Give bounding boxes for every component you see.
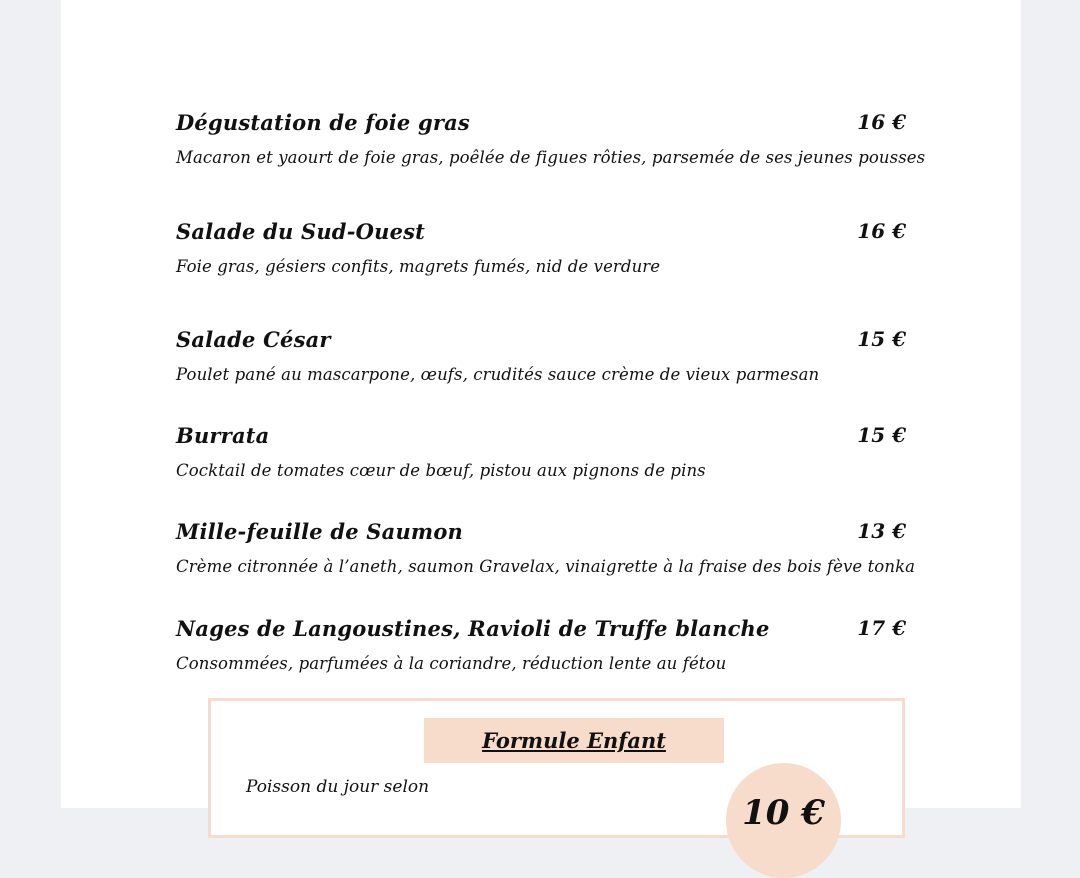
- formule-price-badge: [726, 763, 841, 878]
- menu-item-description: Foie gras, gésiers confits, magrets fumés, nid de verdure: [176, 257, 661, 276]
- formule-price: 10 €: [742, 793, 825, 833]
- menu-item-price: 16 €: [857, 110, 906, 134]
- formule-enfant-box: [208, 698, 905, 838]
- menu-item-description: Cocktail de tomates cœur de bœuf, pistou aux pignons de pins: [176, 461, 706, 480]
- menu-item-name: Nages de Langoustines, Ravioli de Truffe blanche: [176, 616, 770, 641]
- menu-item-description: Consommées, parfumées à la coriandre, réduction lente au fétou: [176, 654, 727, 673]
- menu-item-name: Mille-feuille de Saumon: [176, 519, 464, 544]
- menu-item-price: 16 €: [857, 219, 906, 243]
- menu-item-description: Poulet pané au mascarpone, œufs, crudités sauce crème de vieux parmesan: [176, 365, 820, 384]
- menu-item-name: Salade du Sud-Ouest: [176, 219, 426, 244]
- menu-item-price: 17 €: [857, 616, 906, 640]
- menu-item-name: Salade César: [176, 327, 331, 352]
- menu-item-price: 13 €: [857, 519, 906, 543]
- menu-item-description: Crème citronnée à l’aneth, saumon Gravelax, vinaigrette à la fraise des bois fève tonka: [176, 557, 916, 576]
- menu-page: [61, 0, 1021, 833]
- menu-item-name: Burrata: [176, 423, 270, 448]
- formule-enfant-line: Poisson du jour selon: [246, 777, 430, 797]
- menu-item-price: 15 €: [857, 423, 906, 447]
- menu-item-price: 15 €: [857, 327, 906, 351]
- menu-item-description: Macaron et yaourt de foie gras, poêlée de figues rôties, parsemée de ses jeunes pousses: [176, 148, 926, 167]
- menu-item-name: Dégustation de foie gras: [176, 110, 470, 135]
- formule-enfant-title: Formule Enfant: [424, 718, 724, 763]
